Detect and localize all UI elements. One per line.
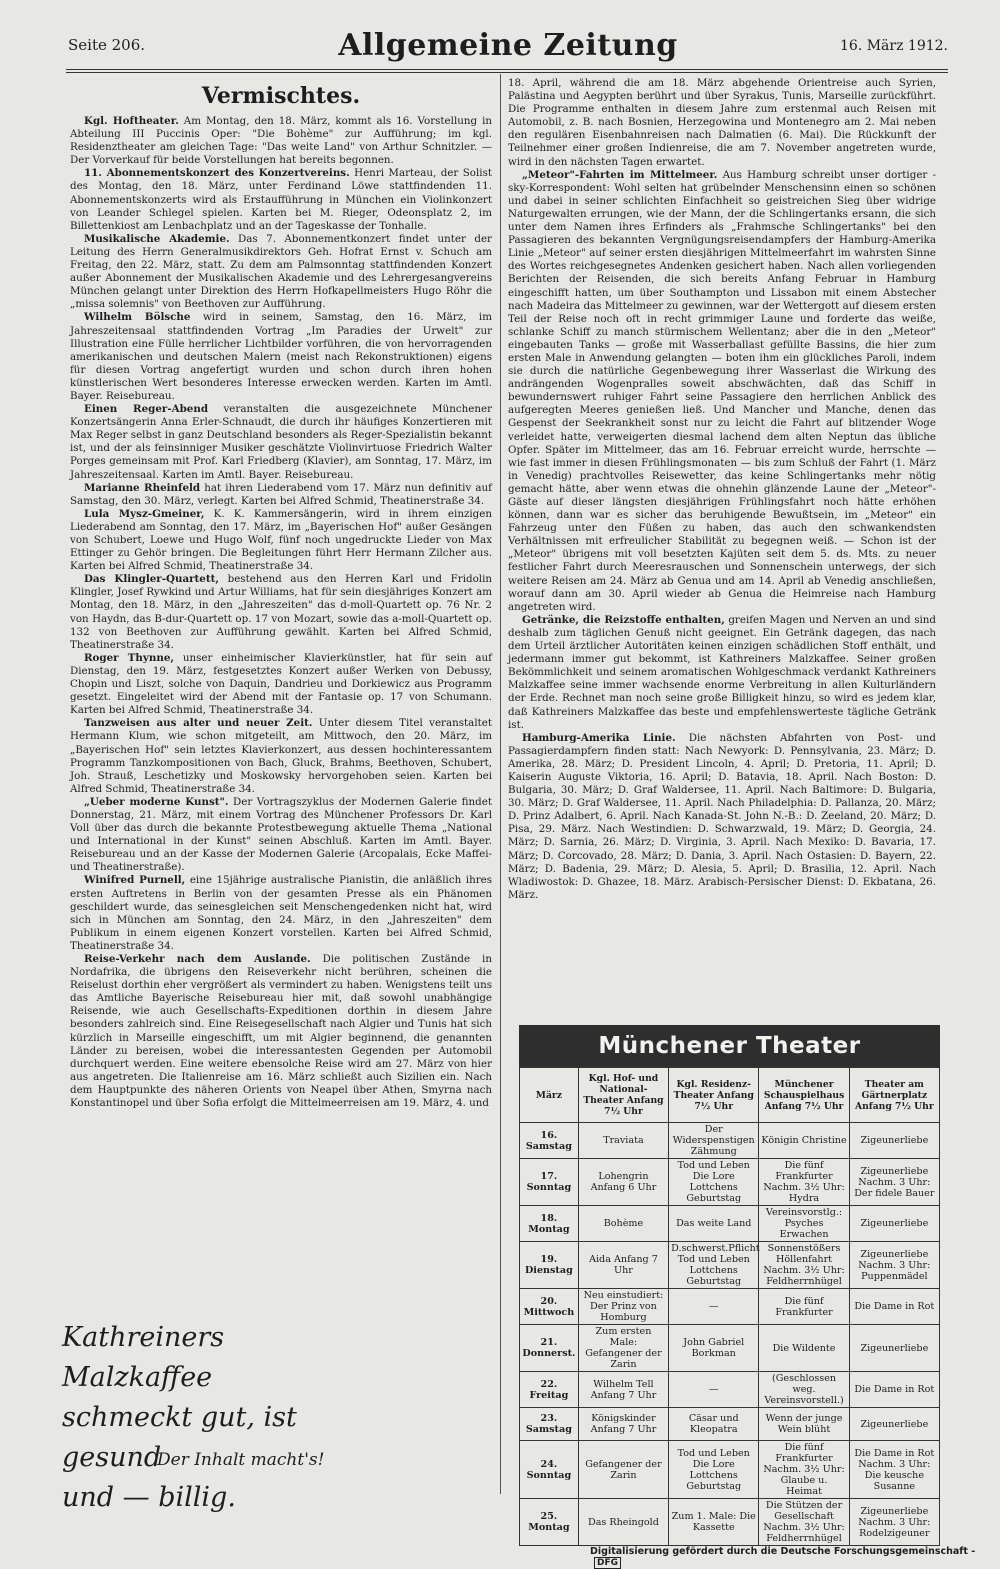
table-row [520, 1242, 940, 1289]
cell-schauspielhaus: Sonnenstößers Höllenfahrt Nachm. 3½ Uhr: Feldherrnhügel [759, 1242, 849, 1289]
cell-gaertnerplatz: Zigeunerliebe [849, 1408, 939, 1441]
header-rule [66, 69, 948, 70]
kathreiner-advert [62, 1318, 362, 1513]
cell-residenz: Cäsar und Kleopatra [669, 1408, 759, 1441]
cell-national: Gefangener der Zarin [578, 1441, 668, 1499]
article-text: veranstalten die ausgezeichnete Münchener Konzertsängerin Anna Erler-Schnaudt, die durch ihr häufiges Konzertieren mit Max Reger selbst in ganz Deutschland besonders als Reger-Spezialistin bekannt ist, und der als feinsinniger Musiker geschätzte Violinvirtuose Friedrich Walter Porges gemeinsam mit Prof. Karl Friedberg (Klavier), am Sonntag, 17. März, im Jahreszeitensaal. Karten im Amtl. Bayer. Reisebureau. [70, 403, 492, 481]
cell-date: 19. Dienstag [520, 1242, 579, 1289]
left-column [70, 77, 492, 1110]
article-text: Die nächsten Abfahrten von Post- und Passagierdampfern finden statt: Nach Newyork: D. Pennsylvania, 23. März; D. Amerika, 28. März; D. President Lincoln, 4. April; D. Pretoria, 11. April; D. Kaiserin Auguste Viktoria, 16. April; D. Batavia, 18. April. Nach Boston: D. Bulgaria, 30. März; D. Graf Waldersee, 11. April. Nach Baltimore: D. Bulgaria, 30. März; D. Graf Waldersee, 11. April. Nach Philadelphia: D. Pallanza, 20. März; D. Prinz Adalbert, 6. April. Nach Kanada-St. John N.-B.: D. Zeeland, 20. März; D. Pisa, 29. März. Nach Westindien: D. Schwarzwald, 19. März; D. Georgia, 24. März; D. Sarnia, 26. März; D. Virginia, 3. April. Nach Mexiko: D. Bavaria, 17. März; D. Corcovado, 28. März; D. Dania, 3. April. Nach Ostasien: D. Bayern, 22. März; D. Badenia, 29. März; D. Alesia, 5. April; D. Brasilia, 12. April. Nach Wladiwostok: D. Ghazee, 18. März. Arabisch-Persischer Dienst: D. Ekbatana, 26. März. [508, 731, 936, 901]
advert-line-3: und — billig. [62, 1482, 236, 1513]
article-heading: Getränke, die Reizstoffe enthalten, [522, 613, 725, 626]
cell-date: 23. Samstag [520, 1408, 579, 1441]
cell-national: Zum ersten Male: Gefangener der Zarin [578, 1325, 668, 1372]
cell-date: 22. Freitag [520, 1372, 579, 1408]
cell-date: 21. Donnerst. [520, 1325, 579, 1372]
column-divider [500, 74, 501, 1494]
cell-date: 17. Sonntag [520, 1159, 579, 1206]
issue-date: 16. März 1912. [840, 38, 948, 54]
table-row [520, 1123, 940, 1159]
cell-gaertnerplatz: Die Dame in Rot [849, 1372, 939, 1408]
theater-header-row [520, 1068, 940, 1123]
cell-schauspielhaus: Vereinsvorstlg.: Psyches Erwachen [759, 1206, 849, 1242]
article-heading: „Meteor"-Fahrten im Mittelmeer. [522, 168, 718, 181]
article-paragraph [70, 573, 492, 652]
cell-gaertnerplatz: Zigeunerliebe [849, 1206, 939, 1242]
theater-title: Münchener Theater [519, 1025, 940, 1067]
article-text: Die politischen Zustände in Nordafrika, die übrigens den Reiseverkehr nicht berühren, scheinen die Reiselust dorthin eher vergrößert als vermindert zu haben. Wenigstens teilt uns das Amtliche Bayerische Reisebureau hier mit, daß sowohl unabhängige Reisende, wie auch Gesellschafts-Expeditionen dorthin in diesem Jahre besonders zahlreich sind. Eine Reisegesellschaft nach Algier und Tunis hat sich kürzlich in Marseille eingeschifft, um mit Algier beginnend, die genannten Länder zu bereisen, wobei die interessantesten Gegenden per Automobil durchquert werden. Eine weitere ebensolche Reise wird am 27. März von hier aus angetreten. Die Italienreise am 16. März schließt auch Sizilien ein. Nach dem Hauptpunkte des näheren Orients von Neapel über Athen, Smyrna nach Konstantinopel und über Sofia erfolgt die Mittelmeerreisen am 19. März, 4. und [70, 953, 492, 1110]
article-heading: „Ueber moderne Kunst". [84, 795, 229, 808]
article-heading: Musikalische Akademie. [84, 232, 230, 245]
advert-line-1: Kathreiners Malzkaffee [62, 1322, 225, 1393]
article-paragraph [508, 732, 936, 902]
article-text: unser einheimischer Klavierkünstler, hat für sein auf Dienstag, den 19. März, festgesetztes Konzert außer Werken von Debussy, Chopin und Liszt, solche von Daquin, Dandrieu und Dorkiewicz aus Programm gesetzt. Eingeleitet wird der Abend mit der Fantasie op. 17 von Schumann. Karten bei Alfred Schmid, Theatinerstraße 34. [70, 651, 492, 717]
th-national: Kgl. Hof- und National-Theater Anfang 7½ Uhr [578, 1068, 668, 1123]
cell-national: Königskinder Anfang 7 Uhr [578, 1408, 668, 1441]
cell-residenz: Das weite Land [669, 1206, 759, 1242]
article-paragraph [508, 77, 936, 169]
footer [590, 1546, 990, 1569]
masthead: Allgemeine Zeitung [338, 28, 678, 63]
cell-gaertnerplatz: Zigeunerliebe [849, 1325, 939, 1372]
th-maerz: März [520, 1068, 579, 1123]
cell-residenz: Der Widerspenstigen Zähmung [669, 1123, 759, 1159]
article-paragraph [70, 796, 492, 875]
article-text: hat ihren Liederabend vom 17. März nun definitiv auf Samstag, den 30. März, verlegt. Karten bei Alfred Schmid, Theatinerstraße 34. [70, 481, 492, 507]
cell-national: Bohème [578, 1206, 668, 1242]
article-paragraph [70, 403, 492, 482]
table-row [520, 1289, 940, 1325]
table-row [520, 1159, 940, 1206]
cell-national: Wilhelm Tell Anfang 7 Uhr [578, 1372, 668, 1408]
article-paragraph [70, 167, 492, 232]
header-rule-double [66, 72, 948, 73]
right-column [508, 77, 936, 902]
article-heading: Reise-Verkehr nach dem Auslande. [84, 953, 311, 965]
table-row [520, 1206, 940, 1242]
page-number: Seite 206. [68, 36, 146, 54]
cell-residenz: Tod und Leben Die Lore Lottchens Geburtstag [669, 1441, 759, 1499]
cell-date: 18. Montag [520, 1206, 579, 1242]
cell-schauspielhaus: Die Wildente [759, 1325, 849, 1372]
article-heading: 11. Abonnementskonzert des Konzertvereins. [84, 167, 350, 180]
article-text: Aus Hamburg schreibt unser dortiger -sky-Korrespondent: Wohl selten hat grübelnder Menschensinn einen so schönen und dabei in seiner schlichten Einfachheit so geistreichen Sieg über widrige Naturgewalten errungen, wie der Mann, der die Schlingertanks ersann, die sich unter dem Namen ihres Erfinders als „Frahmsche Schlingertanks" bei den Passagieren des bekannten Vergnügungsreisendampfers der Hamburg-Amerika Linie „Meteor" auf seiner ersten diesjährigen Mittelmeerfahrt im wahrsten Sinne des Wortes reichgesegnetes Andenken gesichert haben. Nach allen vorliegenden Berichten der Reisenden, die sich bereits Anfang Februar in Hamburg eingeschifft hatten, um über Southampton und Lissabon mit einem Abstecher nach Madeira das Mittelmeer zu gewinnen, war der Wettergott auf diesem ersten Teil der Reise noch oft in recht grimmiger Laune und forderte das weiße, schlanke Schiff zu manch stürmischem Wellentanz; aber die in den „Meteor" eingebauten Tanks — große mit Wasserballast gefüllte Bassins, die hier zum ersten Male in Anwendung gelangten — boten ihm ein glückliches Paroli, indem sie durch die natürliche Gegenbewegung ihrer Wasserlast die Wirkung des andrängenden Wogenpralles soweit abschwächten, daß das Schiff in bewundernswert ruhiger Fahrt seine Passagiere den herrlichen Anblick des aufgeregten Meeres genießen ließ. Und Mancher und Manche, denen das Gespenst der Seekrankheit sonst nur zu leicht die Fahrt auf blitzender Woge verleidet hatte, verweigerten diesmal lachend dem alten Neptun das übliche Opfer. Später im Mittelmeer, das am 16. Februar erreicht wurde, herrschte — wie fast immer in diesen Frühlingsmonaten — bis zum Schluß der Fahrt (1. März in Venedig) prachtvolles Reisewetter, das keine Schlingertanks mehr nötig gemacht hätte, aber wenn etwas die ohnehin glänzende Laune der „Meteor"-Gäste auf dieser längsten diesjährigen Frühlingsfahrt noch hätte erhöhen können, dann war es sicher das beruhigende Bewußtsein, im „Meteor" ein Fahrzeug unter den Füßen zu haben, das auch den schwankendsten Verhältnissen mit erfreulicher Stabilität zu begegnen weiß. — Schon ist der „Meteor" übrigens mit voll besetzten Kajüten seit dem 5. ds. Mts. zu neuer festlicher Fahrt durch Meeresrauschen und Sonnenschein unterwegs, der sich weitere Reisen am 24. März ab Genua und am 14. April ab Venedig anschließen, worauf dann am 30. April wieder ab Genua die Heimreise nach Hamburg angetreten wird. [508, 168, 936, 613]
cell-residenz: — [669, 1372, 759, 1408]
article-text: Das 7. Abonnementkonzert findet unter der Leitung des Herrn Generalmusikdirektors Geh. Hofrat Ernst v. Schuch am Freitag, den 22. März, statt. Zu dem am Palmsonntag stattfindenden Konzert außer Abonnement der Musikalischen Akademie und des Lehrergesangvereins München gelangt unter Direktion des Herrn Hofkapellmeisters Hugo Röhr die „missa solemnis" von Beethoven zur Aufführung. [70, 232, 492, 311]
cell-gaertnerplatz: Zigeunerliebe Nachm. 3 Uhr: Der fidele Bauer [849, 1159, 939, 1206]
article-heading: Einen Reger-Abend [84, 403, 209, 416]
th-gaertnerplatz: Theater am Gärtnerplatz Anfang 7½ Uhr [849, 1068, 939, 1123]
cell-schauspielhaus: Die fünf Frankfurter Nachm. 3½ Uhr: Hydra [759, 1159, 849, 1206]
advert-line-2: schmeckt gut, ist gesund [62, 1402, 297, 1473]
article-text: Der Vortragszyklus der Modernen Galerie findet Donnerstag, 21. März, mit einem Vortrag des Münchener Professors Dr. Karl Voll über das durch die bekannte Protestbewegung aktuelle Thema „National und International in der Kunst" seinen Abschluß. Karten im Amtl. Bayer. Reisebureau und an der Kasse der Modernen Galerie (Arcopalais, Ecke Maffei- und Theatinerstraße). [70, 795, 492, 874]
cell-date: 24. Sonntag [520, 1441, 579, 1499]
advert-signature: Der Inhalt macht's! [157, 1450, 325, 1470]
table-row [520, 1372, 940, 1408]
footer-text: Digitalisierung gefördert durch die Deutsche Forschungsgemeinschaft - [590, 1546, 976, 1557]
cell-date: 16. Samstag [520, 1123, 579, 1159]
cell-date: 20. Mittwoch [520, 1289, 579, 1325]
cell-national: Neu einstudiert: Der Prinz von Homburg [578, 1289, 668, 1325]
cell-schauspielhaus: Die fünf Frankfurter Nachm. 3½ Uhr: Glaube u. Heimat [759, 1441, 849, 1499]
cell-schauspielhaus: Königin Christine [759, 1123, 849, 1159]
cell-national: Aida Anfang 7 Uhr [578, 1242, 668, 1289]
cell-residenz: Tod und Leben Die Lore Lottchens Geburtstag [669, 1159, 759, 1206]
th-schauspielhaus: Münchener Schauspielhaus Anfang 7½ Uhr [759, 1068, 849, 1123]
table-row [520, 1441, 940, 1499]
cell-residenz: D.schwerst.Pflicht Tod und Leben Lottchens Geburtstag [669, 1242, 759, 1289]
cell-national: Traviata [578, 1123, 668, 1159]
article-paragraph [508, 169, 936, 614]
article-paragraph [70, 874, 492, 953]
cell-date: 25. Montag [520, 1499, 579, 1546]
theater-schedule [519, 1025, 940, 1544]
article-heading: Lula Mysz-Gmeiner, [84, 507, 205, 520]
table-row [520, 1499, 940, 1546]
article-heading: Das Klingler-Quartett, [84, 573, 219, 586]
article-paragraph [70, 233, 492, 312]
th-residenz: Kgl. Residenz-Theater Anfang 7½ Uhr [669, 1068, 759, 1123]
article-heading: Hamburg-Amerika Linie. [522, 731, 676, 744]
cell-national: Das Rheingold [578, 1499, 668, 1546]
page-header [68, 28, 948, 68]
cell-residenz: Zum 1. Male: Die Kassette [669, 1499, 759, 1546]
article-paragraph [70, 717, 492, 796]
article-text: K. K. Kammersängerin, wird in ihrem einzigen Liederabend am Sonntag, den 17. März, im „Bayerischen Hof" außer Gesängen von Schubert, Loewe und Hugo Wolf, fünf noch ungedruckte Lieder von Max Ettinger zu Gehör bringen. Die Begleitungen führt Herr Hermann Zilcher aus. Karten bei Alfred Schmid, Theatinerstraße 34. [70, 507, 492, 573]
theater-table [519, 1067, 940, 1546]
article-heading: Tanzweisen aus alter und neuer Zeit. [84, 717, 313, 730]
cell-gaertnerplatz: Zigeunerliebe Nachm. 3 Uhr: Puppenmädel [849, 1242, 939, 1289]
table-row [520, 1325, 940, 1372]
article-paragraph [70, 115, 492, 167]
article-text: Unter diesem Titel veranstaltet Hermann Klum, wie schon mitgeteilt, am Mittwoch, den 20. März, im „Bayerischen Hof" sein letztes Klavierkonzert, aus dessen hochinteressantem Programm Tanzkompositionen von Bach, Gluck, Brahms, Beethoven, Schubert, Joh. Strauß, Leschetizky und Moskowsky hervorgehoben seien. Karten bei Alfred Schmid, Theatinerstraße 34. [70, 717, 492, 795]
article-text: bestehend aus den Herren Karl und Fridolin Klingler, Josef Rywkind und Artur Williams, hat für sein diesjähriges Konzert am Montag, den 18. März, in den „Jahreszeiten" das d-moll-Quartett op. 76 Nr. 2 von Haydn, das B-dur-Quartett op. 17 von Mozart, sowie das a-moll-Quartett op. 132 von Beethoven zur Aufführung gewählt. Karten bei Alfred Schmid, Theatinerstraße 34. [70, 573, 492, 651]
cell-schauspielhaus: Die fünf Frankfurter [759, 1289, 849, 1325]
article-paragraph [70, 652, 492, 717]
cell-schauspielhaus: Die Stützen der Gesellschaft Nachm. 3½ Uhr: Feldherrnhügel [759, 1499, 849, 1546]
article-heading: Roger Thynne, [84, 651, 174, 664]
article-text: Henri Marteau, der Solist des Montag, den 18. März, unter Ferdinand Löwe stattfindenden 11. Abonnementskonzerts wird als Erstaufführung in München ein Violinkonzert von Leander Schlegel spielen. Karten bei M. Rieger, Odeonsplatz 2, im Billettenkiost am Lenbachplatz und an der Tageskasse der Tonhalle. [70, 167, 492, 232]
section-title: Vermischtes. [201, 83, 361, 109]
cell-residenz: — [669, 1289, 759, 1325]
article-heading: Winifred Purnell, [84, 874, 186, 887]
cell-residenz: John Gabriel Borkman [669, 1325, 759, 1372]
cell-national: Lohengrin Anfang 6 Uhr [578, 1159, 668, 1206]
cell-gaertnerplatz: Zigeunerliebe [849, 1123, 939, 1159]
cell-gaertnerplatz: Die Dame in Rot Nachm. 3 Uhr: Die keusche Susanne [849, 1441, 939, 1499]
article-text: wird in seinem, Samstag, den 16. März, im Jahreszeitensaal stattfindenden Vortrag „Im Paradies der Urwelt" zur Illustration eine Fülle herrlicher Lichtbilder vorführen, die von hervorragenden amerikanischen und deutschen Malern (meist nach Rekonstruktionen) eigens für diesen Vortrag angefertigt wurden und schon durch ihren hohen künstlerischen Wert besonderes Interesse erwecken werden. Karten im Amtl. Bayer. Reisebureau. [70, 311, 492, 402]
article-paragraph [70, 953, 492, 1110]
article-text: eine 15jährige australische Pianistin, die anläßlich ihres ersten Auftretens in Berlin von der gesamten Presse als ein Phänomen geschildert wurde, das seinesgleichen seit Menschengedenken nicht hat, wird sich in München am Sonntag, den 24. März, in den „Jahreszeiten" dem Publikum in einem eigenen Konzert vorstellen. Karten bei Alfred Schmid, Theatinerstraße 34. [70, 874, 493, 952]
article-paragraph [508, 614, 936, 732]
article-paragraph [70, 508, 492, 573]
article-text: greifen Magen und Nerven an und sind deshalb zum täglichen Genuß nicht geeignet. Ein Getränk dagegen, das nach dem Urteil ärztlicher Autoritäten keinen einzigen schädlichen Stoff enthält, und jedermann immer gut bekommt, ist Kathreiners Malzkaffee. Seiner großen Bekömmlichkeit und seinem aromatischen Wohlgeschmack verdankt Kathreiners Malzkaffee seine immer wachsende enorme Verbreitung in allen Kulturländern der Erde. Rechnet man noch seine große Billigkeit hinzu, so wird es jedem klar, daß Kathreiners Malzkaffee das beste und empfehlenswerteste tägliche Getränk ist. [508, 613, 937, 731]
article-text: Am Montag, den 18. März, kommt als 16. Vorstellung in Abteilung III Puccinis Oper: "Die Bohème" zur Aufführung; im kgl. Residenztheater am gleichen Tage: "Das weite Land" von Arthur Schnitzler. — Der Vorverkauf für beide Vorstellungen hat bereits begonnen. [70, 115, 492, 167]
article-text: 18. April, während die am 18. März abgehende Orientreise auch Syrien, Palästina und Aegypten berührt und über Syrakus, Tunis, Marseille zurückführt. Die Programme enthalten in diesem Jahre zum erstenmal auch Reisen mit Automobil, z. B. nach Bosnien, Herzegowina und Montenegro am 2. Mai neben den regulären Eisenbahnreisen nach Dalmatien (6. Mai). Die Rückkunft der Teilnehmer einer großen Indienreise, die am 7. November angetreten wurde, wird in den nächsten Tagen erwartet. [508, 77, 936, 168]
cell-schauspielhaus: Wenn der junge Wein blüht [759, 1408, 849, 1441]
article-paragraph [70, 482, 492, 508]
cell-gaertnerplatz: Die Dame in Rot [849, 1289, 939, 1325]
article-heading: Wilhelm Bölsche [84, 311, 191, 324]
dfg-logo: DFG [594, 1557, 621, 1569]
article-paragraph [70, 311, 492, 403]
table-row [520, 1408, 940, 1441]
cell-schauspielhaus: (Geschlossen weg. Vereinsvorstell.) [759, 1372, 849, 1408]
cell-gaertnerplatz: Zigeunerliebe Nachm. 3 Uhr: Rodelzigeuner [849, 1499, 939, 1546]
article-heading: Marianne Rheinfeld [84, 481, 201, 494]
article-heading: Kgl. Hoftheater. [84, 115, 179, 127]
